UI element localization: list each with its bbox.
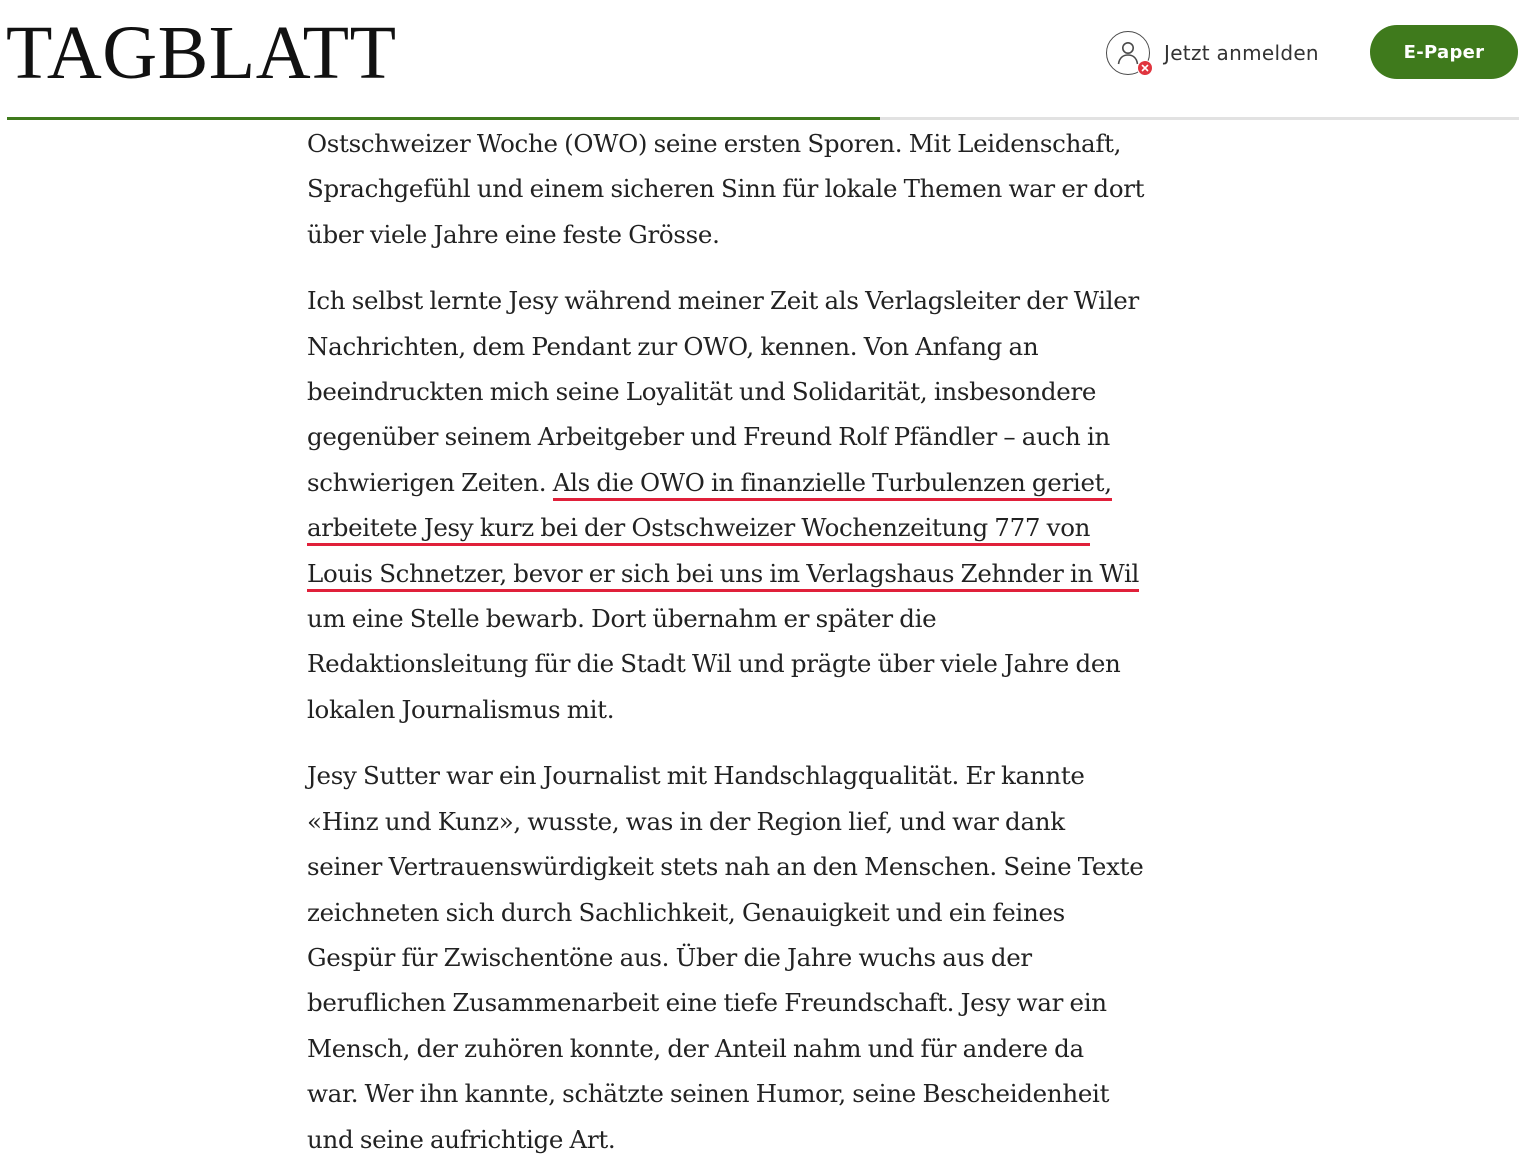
article-paragraph-3 — [307, 753, 1237, 1154]
header-divider — [880, 117, 1519, 120]
article-paragraph-1 — [307, 121, 1237, 257]
text-line: Nachrichten, dem Pendant zur OWO, kennen. Von Anfang an — [307, 331, 1039, 361]
text-line — [307, 460, 1237, 505]
text-segment: schwierigen Zeiten. — [307, 467, 553, 497]
site-header — [0, 0, 1519, 118]
article-body — [307, 121, 1237, 1160]
text-line: Redaktionsleitung für die Stadt Wil und prägte über viele Jahre den — [307, 649, 1121, 679]
highlighted-text: Als die OWO in finanzielle Turbulenzen geriet, — [553, 468, 1112, 501]
highlighted-text: Louis Schnetzer, bevor er sich bei uns im Verlagshaus Zehnder in Wil — [307, 559, 1139, 592]
text-line: Mensch, der zuhören konnte, der Anteil nahm und für andere da — [307, 1033, 1084, 1063]
text-line: Ostschweizer Woche (OWO) seine ersten Sporen. Mit Leidenschaft, — [307, 129, 1122, 158]
text-line: beeindruckten mich seine Loyalität und Solidarität, insbesondere — [307, 377, 1097, 407]
logged-out-badge-icon — [1137, 60, 1153, 76]
text-line — [307, 551, 1237, 596]
site-logo[interactable]: TAGBLATT — [6, 11, 397, 95]
text-line: Sprachgefühl und einem sicheren Sinn für lokale Themen war er dort — [307, 174, 1145, 204]
text-line: seiner Vertrauenswürdigkeit stets nah an den Menschen. Seine Texte — [307, 852, 1144, 882]
text-line: beruflichen Zusammenarbeit eine tiefe Freundschaft. Jesy war ein — [307, 988, 1107, 1018]
text-line: «Hinz und Kunz», wusste, was in der Region lief, und war dank — [307, 806, 1065, 836]
login-button[interactable] — [1106, 30, 1319, 76]
reading-progress-bar — [7, 117, 880, 120]
text-line — [307, 505, 1237, 550]
text-line: über viele Jahre eine feste Grösse. — [307, 219, 720, 249]
epaper-button[interactable]: E-Paper — [1370, 25, 1518, 79]
user-icon — [1106, 31, 1150, 75]
login-label: Jetzt anmelden — [1164, 41, 1319, 65]
text-line: lokalen Journalismus mit. — [307, 694, 615, 724]
text-line: um eine Stelle bewarb. Dort übernahm er später die — [307, 604, 937, 634]
text-line: Gespür für Zwischentöne aus. Über die Jahre wuchs aus der — [307, 942, 1032, 972]
text-line: gegenüber seinem Arbeitgeber und Freund Rolf Pfändler – auch in — [307, 422, 1110, 452]
text-line: und seine aufrichtige Art. — [307, 1124, 616, 1154]
text-line: Jesy Sutter war ein Journalist mit Handschlagqualität. Er kannte — [307, 761, 1085, 791]
text-line: war. Wer ihn kannte, schätzte seinen Humor, seine Bescheidenheit — [307, 1079, 1110, 1109]
article-paragraph-2 — [307, 278, 1237, 732]
highlighted-text: arbeitete Jesy kurz bei der Ostschweizer Wochenzeitung 777 von — [307, 513, 1090, 546]
text-line: zeichneten sich durch Sachlichkeit, Genauigkeit und ein feines — [307, 897, 1065, 927]
text-line: Ich selbst lernte Jesy während meiner Zeit als Verlagsleiter der Wiler — [307, 286, 1139, 316]
